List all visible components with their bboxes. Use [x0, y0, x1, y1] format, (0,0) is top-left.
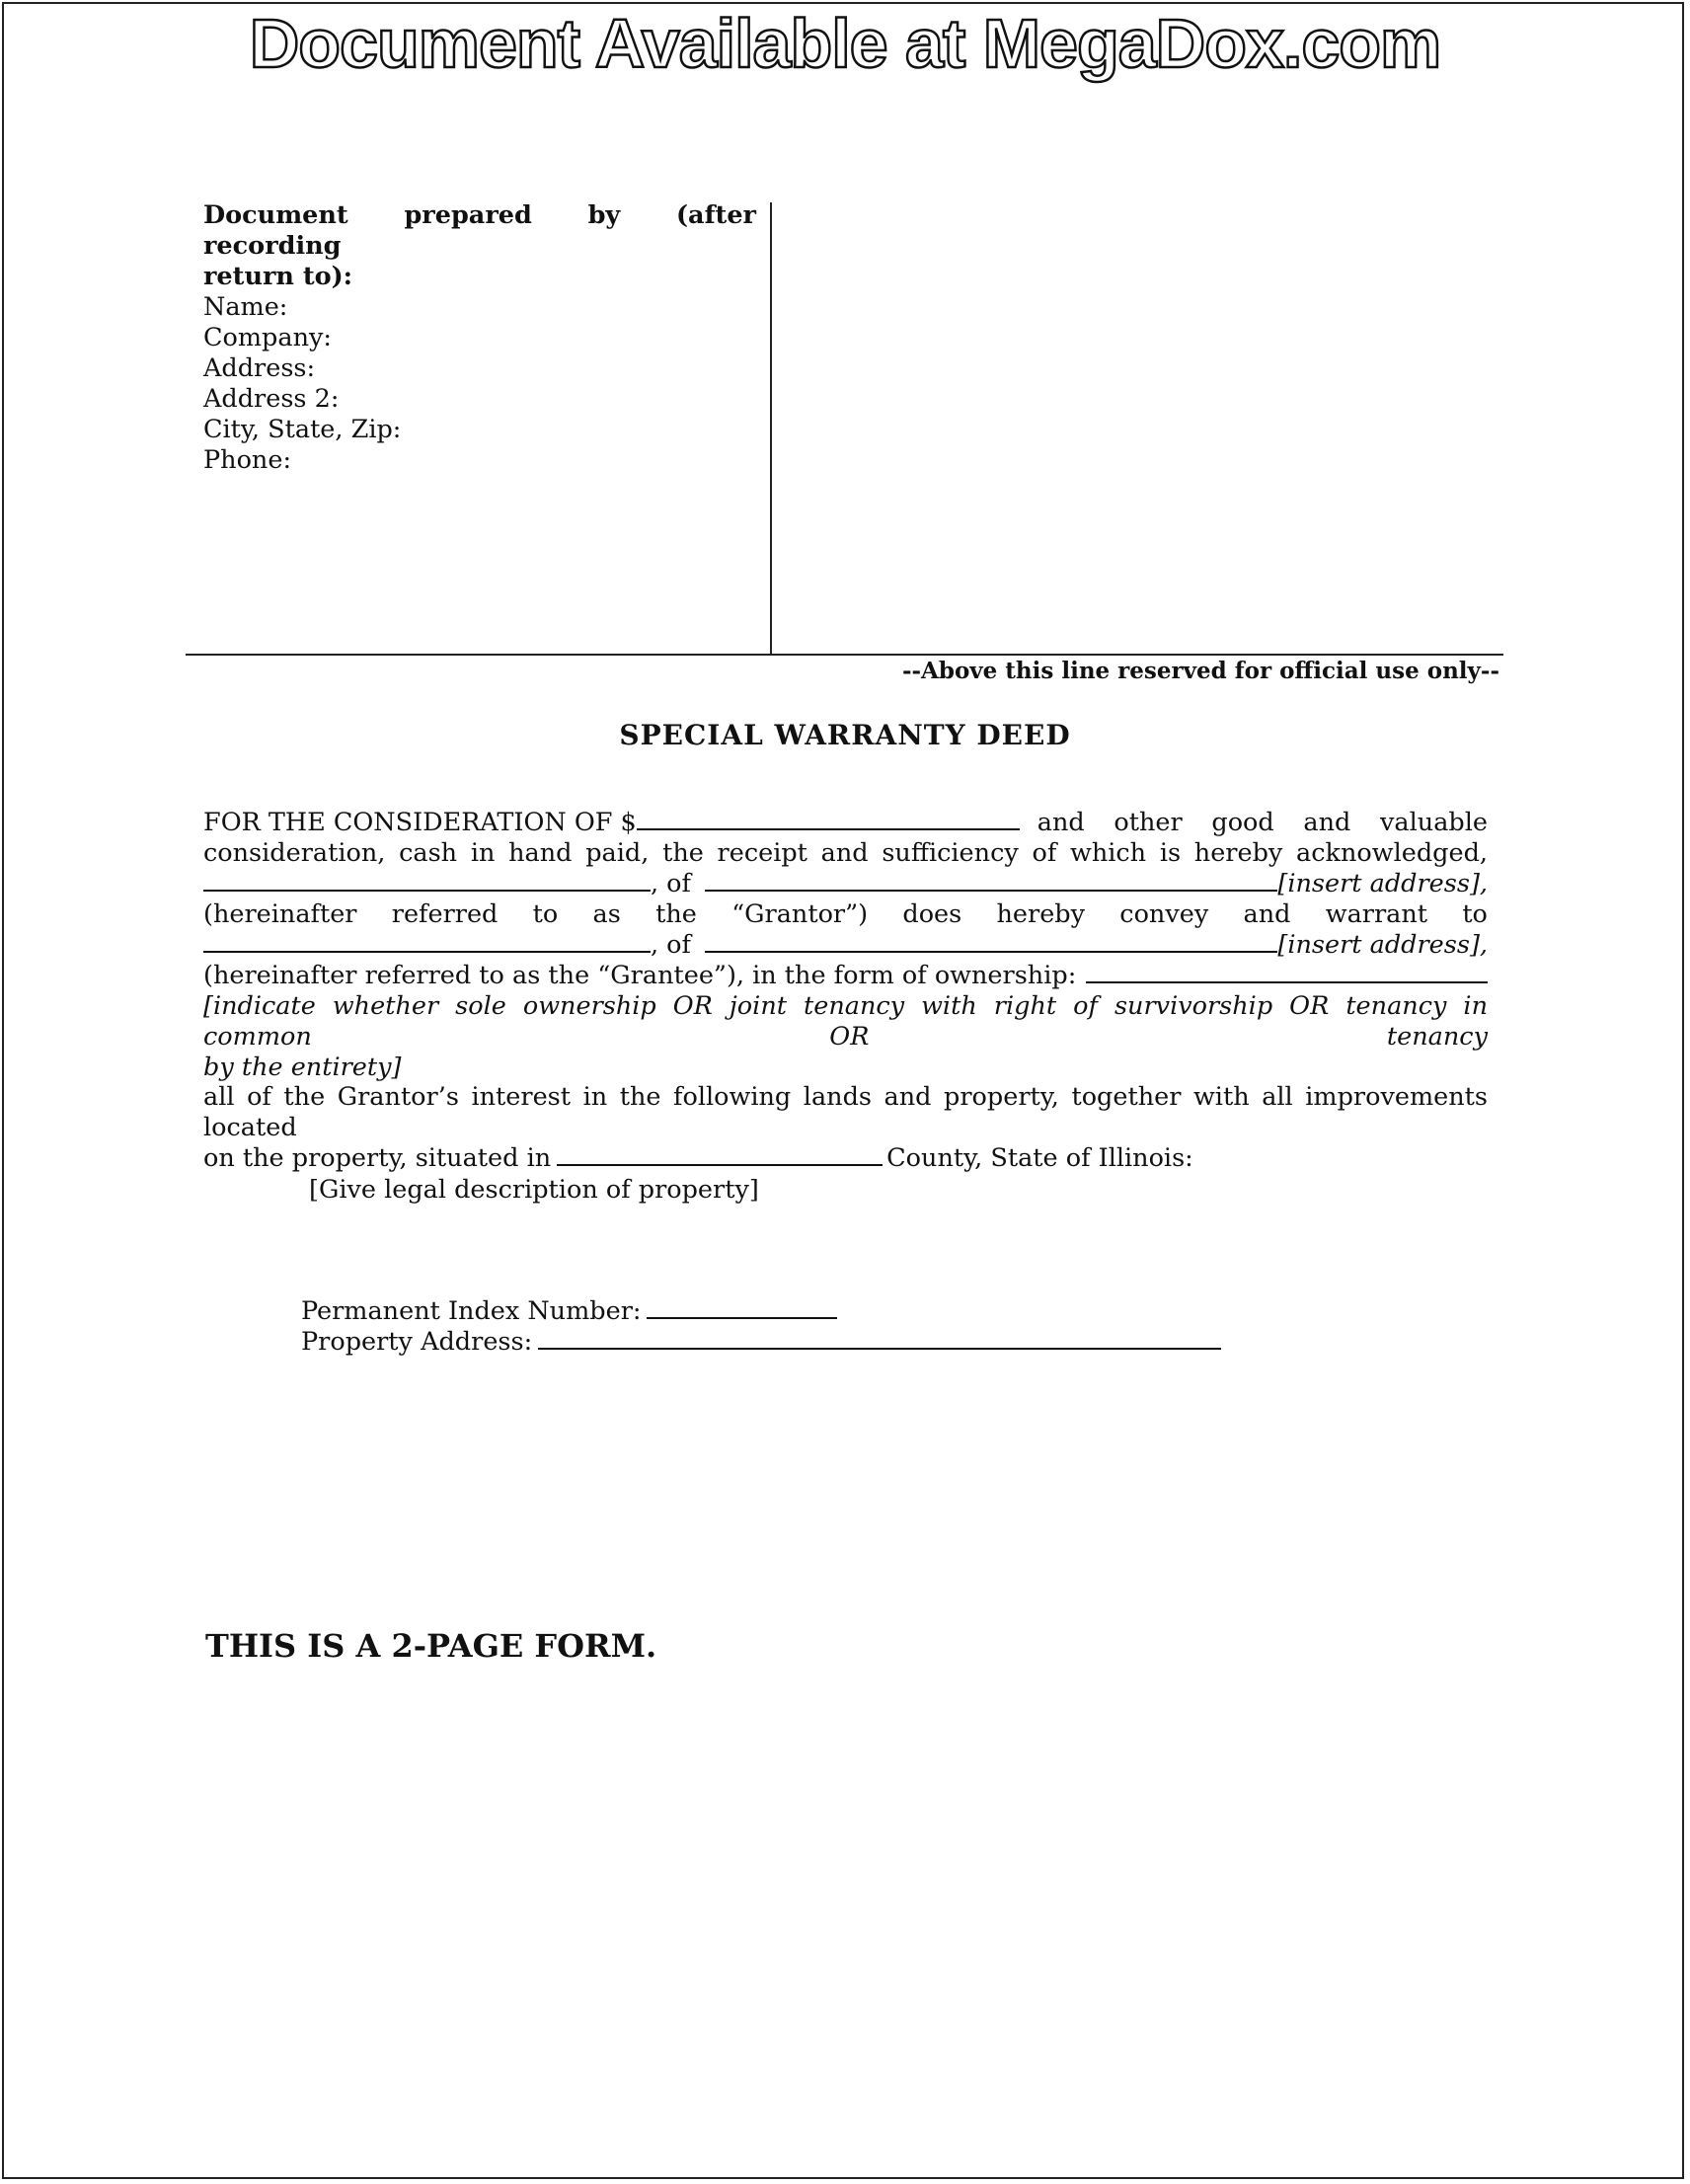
field-name-label: Name:	[203, 292, 288, 322]
grantor-name-blank[interactable]	[203, 870, 651, 892]
grantee-name-line	[203, 930, 1488, 961]
grantor-convey-line	[203, 899, 1488, 930]
word: does	[902, 899, 962, 929]
property-address-row	[301, 1327, 1221, 1358]
insert-address-hint: [insert address],	[1277, 930, 1488, 960]
legal-description-placeholder: [Give legal description of property]	[309, 1175, 759, 1205]
of-text: , of	[650, 869, 691, 898]
consideration-amount-blank[interactable]	[637, 809, 1020, 830]
word: (hereinafter	[203, 899, 357, 929]
grantor-address-blank[interactable]	[705, 870, 1277, 892]
word: convey	[1119, 899, 1209, 929]
field-address-label: Address:	[203, 353, 316, 383]
recording-box-divider	[770, 202, 772, 655]
of-text: , of	[650, 930, 691, 960]
prepared-by-block	[203, 200, 756, 476]
interest-line-2-prefix: on the property, situated in	[203, 1143, 552, 1173]
field-phone-label: Phone:	[203, 445, 292, 475]
word: valuable	[1380, 808, 1488, 837]
grantee-name-blank[interactable]	[203, 931, 651, 953]
prepared-by-heading-cont: return to):	[203, 262, 353, 291]
county-blank[interactable]	[557, 1144, 883, 1166]
consideration-suffix	[1020, 808, 1488, 838]
word: the	[655, 899, 697, 929]
grantee-address-blank[interactable]	[705, 931, 1277, 953]
permanent-index-blank[interactable]	[647, 1297, 837, 1319]
word: as	[592, 899, 621, 929]
official-use-line	[186, 654, 1503, 656]
word: good	[1211, 808, 1274, 837]
consideration-prefix: FOR THE CONSIDERATION OF $	[203, 808, 637, 837]
ownership-form-blank[interactable]	[1086, 962, 1488, 983]
property-address-blank[interactable]	[538, 1328, 1221, 1350]
ownership-line	[203, 961, 1488, 991]
property-address-label: Property Address:	[301, 1327, 533, 1357]
property-identifiers	[301, 1296, 1221, 1358]
word: other	[1114, 808, 1183, 837]
consideration-line-1	[203, 808, 1488, 838]
consideration-paragraph	[203, 808, 1488, 1083]
word: referred	[391, 899, 499, 929]
insert-address-hint: [insert address],	[1277, 869, 1488, 898]
deed-title: SPECIAL WARRANTY DEED	[619, 719, 1071, 751]
grantor-name-line	[203, 869, 1488, 899]
word: and	[1303, 808, 1351, 837]
interest-line-2	[203, 1143, 1488, 1174]
prepared-by-heading: Document prepared by (after recording	[203, 200, 756, 261]
word: and	[1243, 899, 1291, 929]
word: hereby	[996, 899, 1086, 929]
interest-line-1: all of the Grantor’s interest in the following lands and property, together with all improvements located	[203, 1082, 1488, 1142]
word: “Grantor”)	[731, 899, 869, 929]
field-address2-label: Address 2:	[203, 384, 340, 414]
consideration-line-2: consideration, cash in hand paid, the receipt and sufficiency of which is hereby acknowledged,	[203, 838, 1488, 868]
permanent-index-row	[301, 1296, 1221, 1327]
two-page-form-note: THIS IS A 2-PAGE FORM.	[205, 1627, 657, 1665]
word: to	[532, 899, 559, 929]
official-use-note: --Above this line reserved for official use only--	[901, 658, 1499, 684]
grantee-text: (hereinafter referred to as the “Grantee”), in the form of ownership:	[203, 961, 1077, 990]
permanent-index-label: Permanent Index Number:	[301, 1296, 642, 1326]
ownership-note-line-2: by the entirety]	[203, 1053, 402, 1082]
interest-paragraph	[203, 1082, 1488, 1174]
word: and	[1037, 808, 1085, 837]
field-company-label: Company:	[203, 323, 332, 352]
interest-line-2-suffix: County, State of Illinois:	[886, 1143, 1193, 1173]
word: to	[1462, 899, 1488, 929]
word: warrant	[1325, 899, 1428, 929]
ownership-note-line-1: [indicate whether sole ownership OR joint tenancy with right of survivorship OR tenancy in common OR tenancy	[203, 991, 1488, 1052]
watermark-title: Document Available at MegaDox.com	[249, 5, 1441, 82]
field-city-state-zip-label: City, State, Zip:	[203, 415, 402, 444]
